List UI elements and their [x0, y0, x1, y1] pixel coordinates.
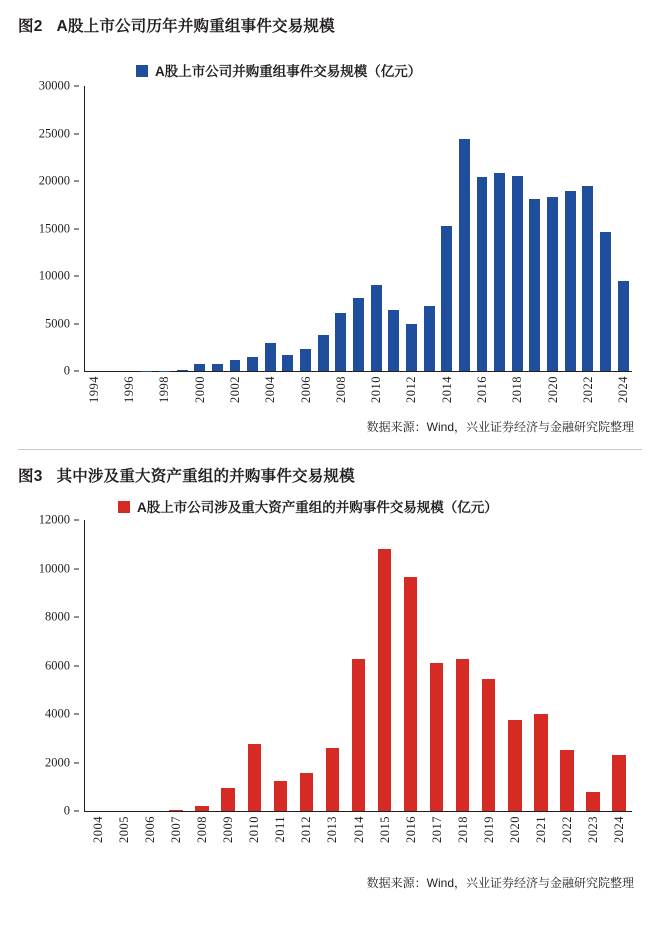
bar [177, 370, 188, 371]
bar [265, 343, 276, 371]
figure-3-caption: 其中涉及重大资产重组的并购事件交易规模 [56, 468, 355, 485]
y-axis-tick: 30000 [39, 79, 85, 94]
bar [194, 364, 205, 371]
bar [586, 792, 600, 811]
x-axis-tick: 2015 [377, 816, 392, 843]
legend-label: A股上市公司并购重组事件交易规模（亿元） [155, 64, 422, 79]
bar [459, 139, 470, 371]
bar [424, 306, 435, 371]
bar [477, 177, 488, 371]
bar [230, 360, 241, 371]
bar [353, 298, 364, 371]
bar [352, 659, 366, 811]
x-axis-tick: 2014 [439, 376, 454, 403]
bar [547, 197, 558, 371]
bar [534, 714, 548, 811]
x-axis-tick: 2021 [533, 816, 548, 843]
x-axis-tick: 2014 [351, 816, 366, 843]
x-axis-tick: 2017 [429, 816, 444, 843]
figure-2-number: 图2 [18, 18, 43, 35]
figure-3-plot-area [38, 512, 632, 843]
bar [221, 788, 235, 811]
bar [441, 226, 452, 371]
bar [600, 232, 611, 371]
bar [404, 577, 418, 811]
y-axis-tick: 4000 [45, 707, 85, 722]
x-axis-tick: 1996 [122, 376, 137, 403]
y-axis-tick: 12000 [39, 513, 85, 528]
y-axis-tick: 25000 [39, 126, 85, 141]
figure-2-chart [18, 42, 642, 414]
x-axis-tick: 2023 [585, 816, 600, 843]
x-axis-tick: 2020 [507, 816, 522, 843]
figure-3-title [18, 450, 642, 492]
x-axis-tick: 2016 [403, 816, 418, 843]
y-axis-tick: 6000 [45, 658, 85, 673]
bar [335, 313, 346, 371]
bar [512, 176, 523, 371]
figure-2-bars [85, 86, 632, 371]
figure-2-legend [136, 62, 421, 82]
x-axis-tick: 1998 [157, 376, 172, 403]
bar [195, 806, 209, 811]
figure-2-caption: A股上市公司历年并购重组事件交易规模 [56, 18, 335, 35]
bar [169, 810, 183, 811]
figure-2 [18, 0, 642, 450]
bar [482, 679, 496, 811]
x-axis-tick: 2005 [117, 816, 132, 843]
legend-label: A股上市公司涉及重大资产重组的并购事件交易规模（亿元） [137, 500, 498, 515]
legend-swatch [136, 65, 148, 77]
x-axis-tick: 2018 [510, 376, 525, 403]
x-axis-tick: 2016 [475, 376, 490, 403]
bar [406, 324, 417, 372]
bar [508, 720, 522, 811]
x-axis-tick: 2022 [559, 816, 574, 843]
bar [565, 191, 576, 371]
figure-3 [18, 450, 642, 891]
legend-swatch [118, 501, 130, 513]
bar [212, 364, 223, 371]
x-axis-tick: 2006 [143, 816, 158, 843]
x-axis-tick: 2000 [192, 376, 207, 403]
figure-2-source: 数据来源：Wind，兴业证券经济与金融研究院整理 [366, 420, 634, 434]
x-axis-tick: 2004 [263, 376, 278, 403]
x-axis-tick: 2008 [333, 376, 348, 403]
x-axis-tick: 2006 [298, 376, 313, 403]
x-axis-tick: 2020 [545, 376, 560, 403]
figure-3-number: 图3 [18, 468, 43, 485]
x-axis-tick: 2018 [455, 816, 470, 843]
bar [248, 744, 262, 811]
x-axis-tick: 2004 [91, 816, 106, 843]
x-axis-tick: 2011 [273, 816, 288, 843]
x-axis-tick: 2009 [221, 816, 236, 843]
figure-3-chart [18, 492, 642, 870]
bar [430, 663, 444, 811]
bar [529, 199, 540, 371]
x-axis-tick: 2010 [369, 376, 384, 403]
bar [388, 310, 399, 371]
x-axis-tick: 2002 [227, 376, 242, 403]
figure-3-bars [85, 520, 632, 811]
x-axis-tick: 2010 [247, 816, 262, 843]
bar [378, 549, 392, 811]
y-axis-tick: 0 [64, 364, 85, 379]
bar [494, 173, 505, 371]
bar [560, 750, 574, 811]
y-axis-tick: 15000 [39, 221, 85, 236]
x-axis-tick: 2013 [325, 816, 340, 843]
bar [371, 285, 382, 371]
x-axis-tick: 2012 [404, 376, 419, 403]
y-axis-tick: 8000 [45, 610, 85, 625]
bar [300, 349, 311, 371]
x-axis-tick: 2008 [195, 816, 210, 843]
bar [456, 659, 470, 811]
x-axis-tick: 2019 [481, 816, 496, 843]
x-axis-tick: 2012 [299, 816, 314, 843]
bar [247, 357, 258, 371]
x-axis-tick: 2007 [169, 816, 184, 843]
figure-2-title [18, 0, 642, 42]
figure-2-plot-area [38, 78, 632, 403]
x-axis-tick: 1994 [86, 376, 101, 403]
bar [318, 335, 329, 371]
bar [326, 748, 340, 811]
x-axis-tick: 2024 [616, 376, 631, 403]
y-axis-tick: 2000 [45, 755, 85, 770]
y-axis-tick: 10000 [39, 269, 85, 284]
y-axis-tick: 20000 [39, 174, 85, 189]
bar [300, 773, 314, 811]
x-axis-tick: 2024 [611, 816, 626, 843]
bar [582, 186, 593, 371]
figure-3-source: 数据来源：Wind，兴业证券经济与金融研究院整理 [366, 876, 634, 890]
y-axis-tick: 10000 [39, 561, 85, 576]
figure-3-legend [118, 498, 498, 518]
y-axis-tick: 5000 [45, 316, 85, 331]
x-axis-tick: 2022 [580, 376, 595, 403]
bar [618, 281, 629, 371]
bar [282, 355, 293, 371]
y-axis-tick: 0 [64, 804, 85, 819]
bar [612, 755, 626, 811]
bar [274, 781, 288, 811]
